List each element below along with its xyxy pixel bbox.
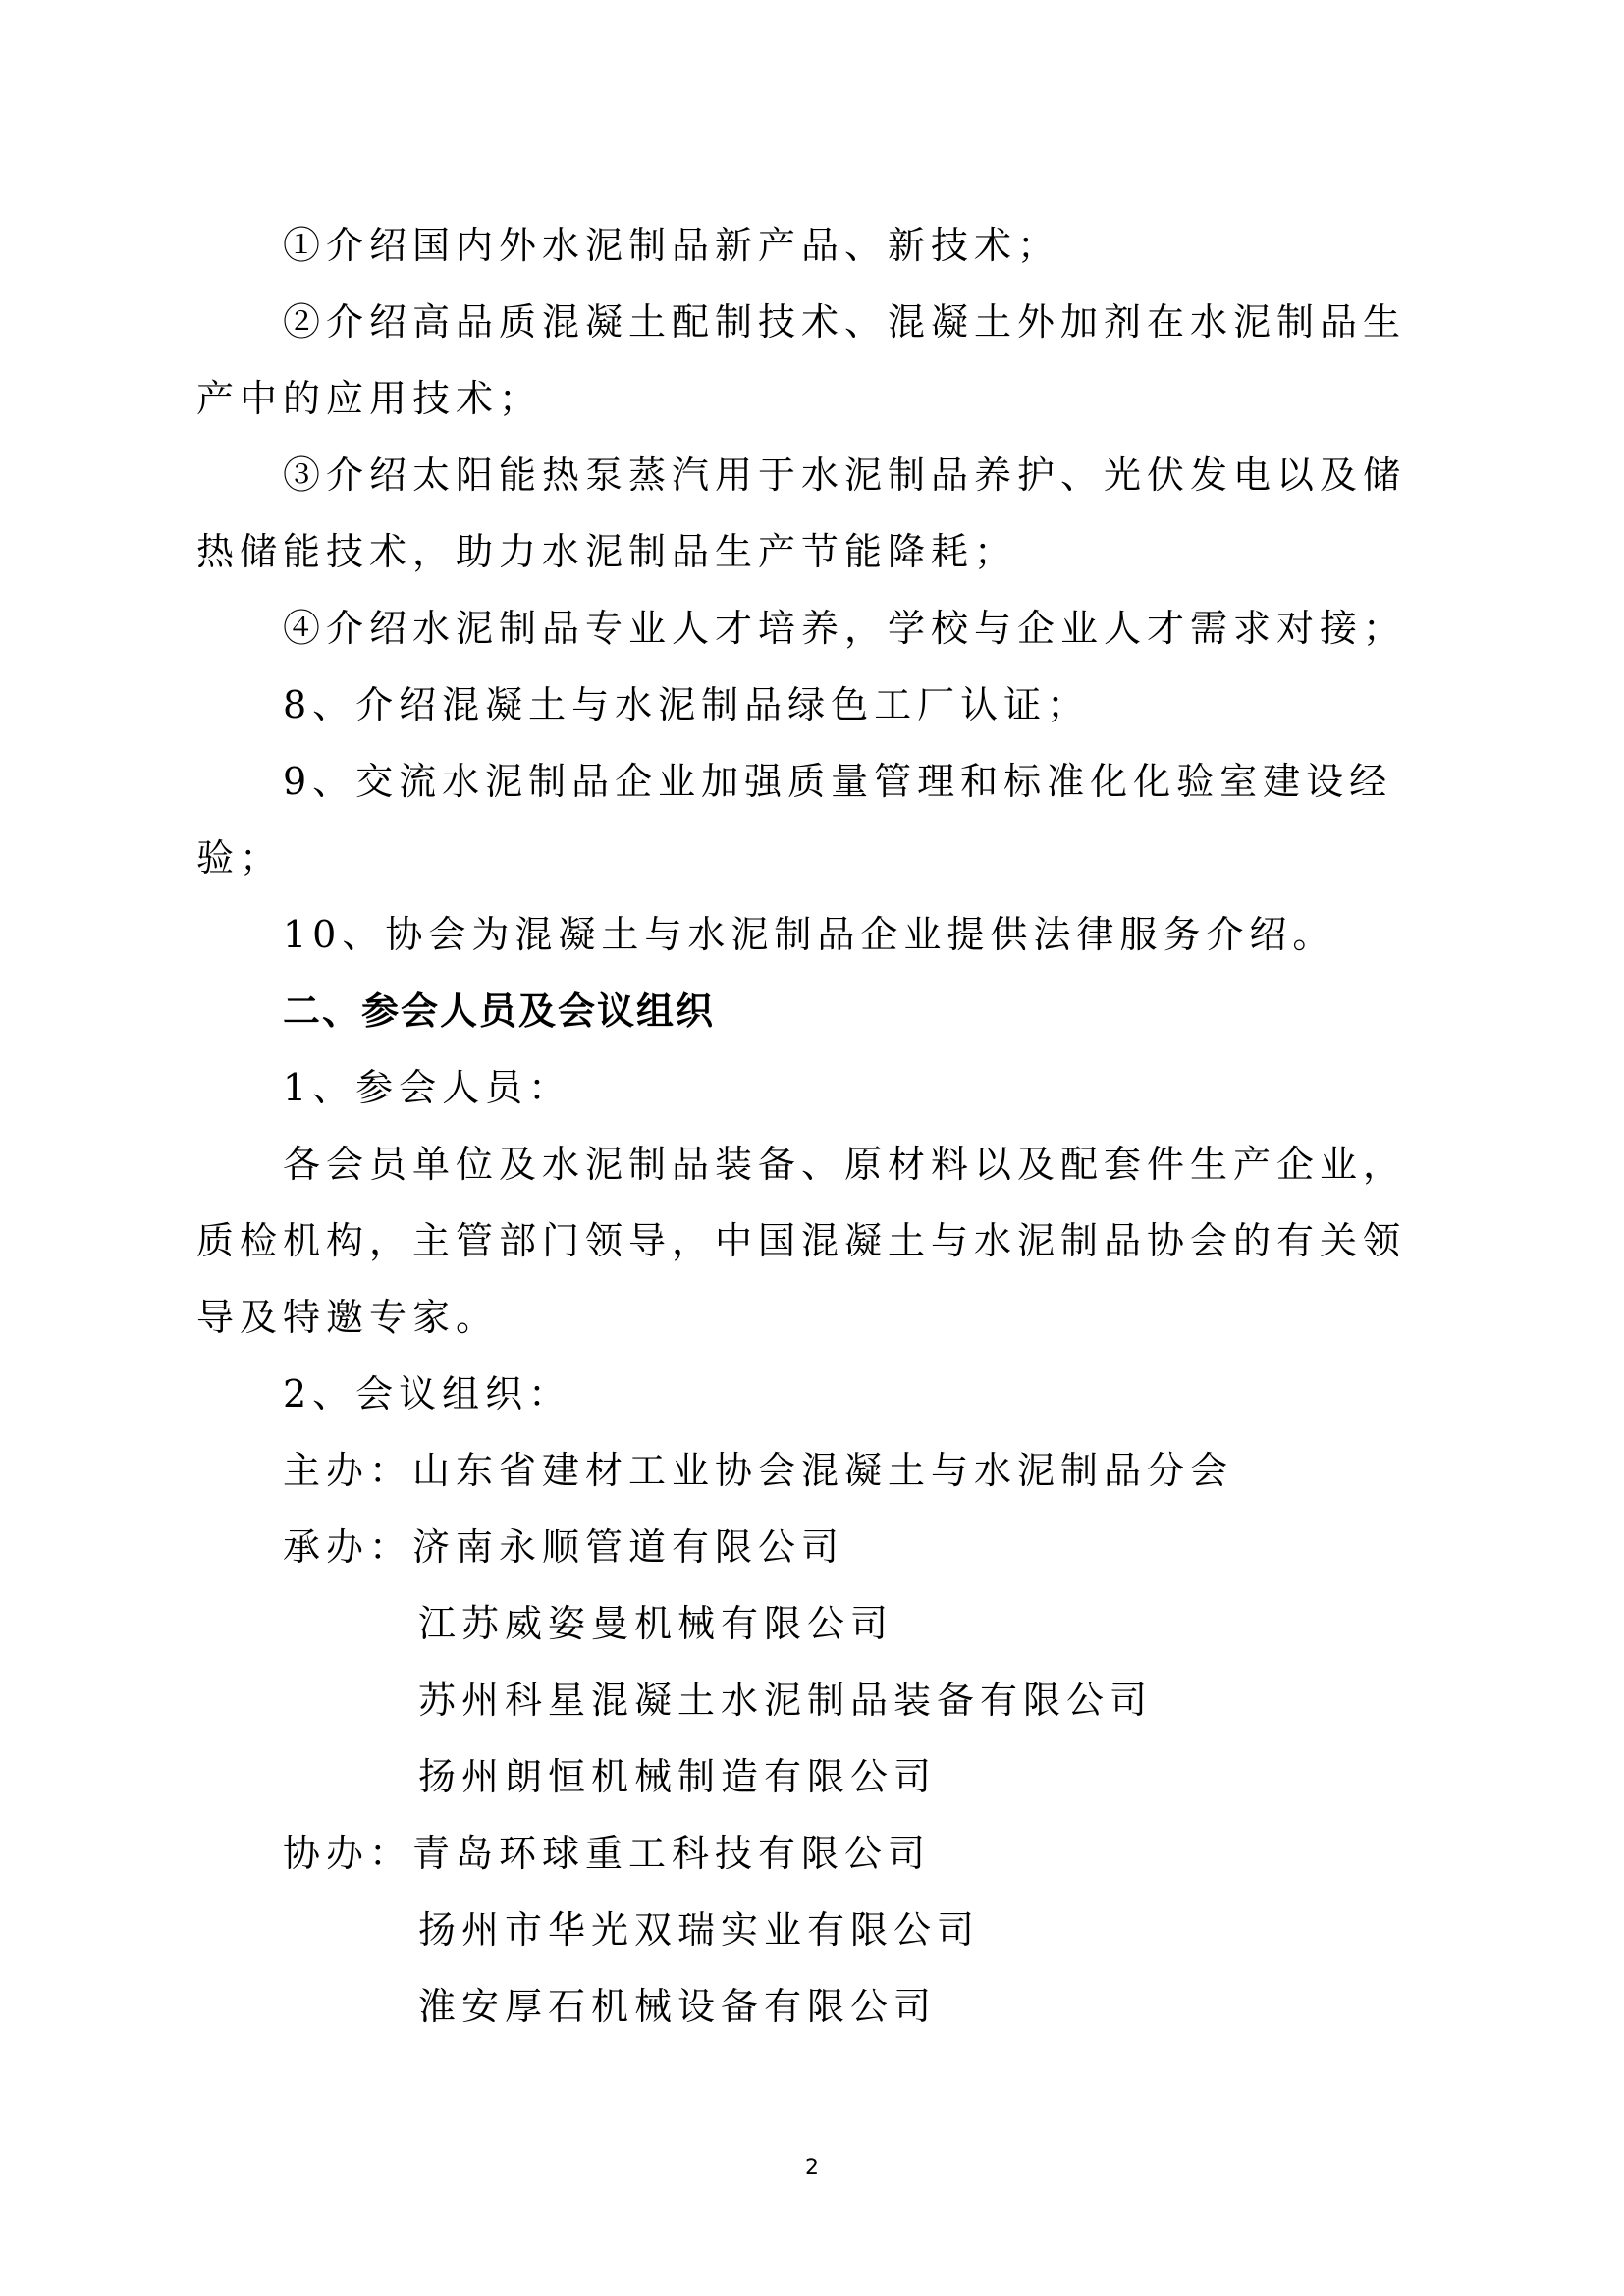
- subsection-organization: 2、会议组织：: [283, 1372, 572, 1415]
- list-item-10: 10、协会为混凝土与水泥制品企业提供法律服务介绍。: [283, 913, 1336, 956]
- host-line: 承办：济南永顺管道有限公司: [283, 1525, 845, 1569]
- attendees-paragraph-line-1: 各会员单位及水泥制品装备、原材料以及配套件生产企业，: [283, 1143, 1407, 1186]
- list-item-intro-products: ①介绍国内外水泥制品新产品、新技术；: [283, 224, 1061, 267]
- host-company: 扬州朗恒机械制造有限公司: [418, 1755, 938, 1798]
- co-organizer-company: 淮安厚石机械设备有限公司: [418, 1985, 938, 2028]
- section-heading: 二、参会人员及会议组织: [283, 989, 716, 1033]
- attendees-paragraph-line-2: 质检机构，主管部门领导，中国混凝土与水泥制品协会的有关领: [196, 1219, 1407, 1262]
- list-item-intro-talent: ④介绍水泥制品专业人才培养，学校与企业人才需求对接；: [283, 607, 1407, 650]
- page-number: 2: [805, 2156, 819, 2180]
- list-item-8: 8、介绍混凝土与水泥制品绿色工厂认证；: [283, 683, 1091, 726]
- host-company: 江苏威姿曼机械有限公司: [418, 1602, 894, 1645]
- list-item-intro-solar-cont: 热储能技术，助力水泥制品生产节能降耗；: [196, 530, 1018, 573]
- attendees-paragraph-line-3: 导及特邀专家。: [196, 1296, 500, 1339]
- host-company: 苏州科星混凝土水泥制品装备有限公司: [418, 1679, 1154, 1722]
- list-item-intro-concrete-cont: 产中的应用技术；: [196, 377, 543, 420]
- co-organizer-line: 协办：青岛环球重工科技有限公司: [283, 1832, 932, 1875]
- subsection-attendees: 1、参会人员：: [283, 1066, 572, 1109]
- list-item-intro-concrete: ②介绍高品质混凝土配制技术、混凝土外加剂在水泥制品生: [283, 300, 1407, 344]
- list-item-intro-solar: ③介绍太阳能热泵蒸汽用于水泥制品养护、光伏发电以及储: [283, 454, 1407, 497]
- co-organizer-company: 扬州市华光双瑞实业有限公司: [418, 1908, 981, 1951]
- list-item-9: 9、交流水泥制品企业加强质量管理和标准化化验室建设经: [283, 760, 1393, 803]
- organizer-line: 主办：山东省建材工业协会混凝土与水泥制品分会: [283, 1449, 1234, 1492]
- list-item-9-cont: 验；: [196, 836, 284, 880]
